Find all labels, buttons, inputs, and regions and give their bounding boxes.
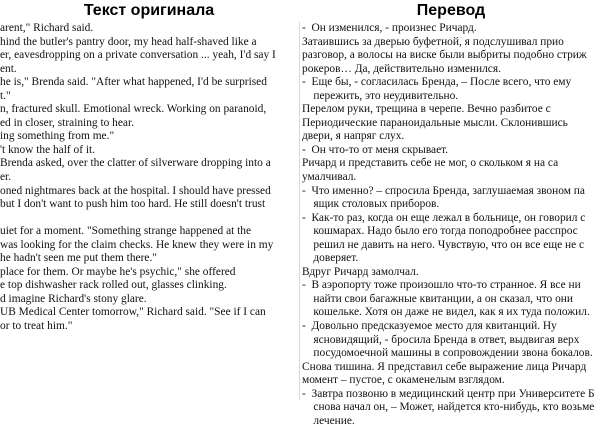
translation-line: разговор, а волосы на виске были выбриты подобно стриж [302, 49, 587, 62]
translation-line: Снова тишина. Я представил себе выражение лица Ричард [302, 360, 587, 373]
translation-line: - Довольно предсказуемое место для квитанций. Ну [302, 320, 557, 333]
translation-line: - Что именно? – спросила Бренда, заглушаемая звоном па [302, 184, 585, 197]
original-line: arent," Richard said. [0, 22, 94, 34]
column-divider [299, 22, 300, 400]
original-line: t." [0, 89, 11, 102]
translation-line: - Как-то раз, когда он еще лежал в больнице, он говорил с [302, 211, 586, 224]
translation-line: двери, я напряг слух. [302, 130, 405, 143]
translation-line: рокеров… Да, действительно изменился. [302, 62, 501, 75]
translation-line: доверяет. [302, 252, 359, 265]
translation-line: - Он что-то от меня скрывает. [302, 143, 449, 156]
translation-line: - Еще бы, - согласилась Бренда, – После всего, что ему [302, 76, 572, 89]
translation-line: - Завтра позвоню в медицинский центр при Университете Б [302, 387, 595, 400]
translation-line: решил не давить на него. Чувствую, что он все еще не с [302, 238, 585, 251]
original-line: Brenda asked, over the clatter of silverware dropping into a [0, 157, 271, 170]
original-line: ing something from me." [0, 130, 115, 143]
translation-line: - В аэропорту тоже произошло что-то странное. Я все ни [302, 279, 581, 292]
original-line: n, fractured skull. Emotional wreck. Working on paranoid, [0, 103, 267, 116]
original-text [0, 22, 298, 334]
translation-line: Перелом руки, трещина в черепе. Вечно разбитое с [302, 103, 551, 116]
translation-line: Периодические параноидальные мысли. Склонившись [302, 116, 568, 129]
original-line: was looking for the claim checks. He knew they were in my [0, 238, 274, 251]
translation-line: пережить, это неудивительно. [302, 89, 459, 102]
original-title: Текст оригинала [83, 2, 215, 19]
original-line: or to treat him." [0, 320, 73, 333]
translation-line: кошмарах. Надо было его тогда поподробнее расспрос [302, 225, 578, 238]
original-line: oned nightmares back at the hospital. I should have pressed [0, 184, 271, 197]
translation-line: кошельке. Хотя он даже не видел, как я их туда положил. [302, 306, 590, 319]
translation-line: Вдруг Ричард замолчал. [302, 265, 419, 278]
translation-column [302, 0, 600, 427]
original-line: e top dishwasher rack rolled out, glasses clinking. [0, 279, 227, 292]
original-line: he hadn't seen me put them there." [0, 252, 157, 265]
original-line: but I don't want to push him too hard. He still doesn't trust [0, 198, 266, 211]
translation-line: - Он изменился, - произнес Ричард. [302, 22, 477, 34]
original-line: er, eavesdropping on a private conversation ... yeah, I'd say I [0, 49, 276, 62]
translation-line: умалчивал. [302, 171, 357, 184]
translation-line: Затаившись за дверью буфетной, я подслушивал прио [302, 35, 564, 48]
original-column [0, 0, 298, 400]
translation-line: найти свои багажные квитанции, а он сказал, что они [302, 292, 573, 305]
translation-line: Ричард и представить себе не мог, о скольком я на са [302, 157, 559, 170]
original-line: he is," Brenda said. "After what happened, I'd be surprised [0, 76, 267, 89]
original-line: UB Medical Center tomorrow," Richard said. "See if I can [0, 306, 266, 319]
original-line: er. [0, 171, 12, 184]
original-line: place for them. Or maybe he's psychic," she offered [0, 265, 236, 278]
original-line [0, 212, 298, 226]
original-line: ent. [0, 62, 17, 75]
translation-line: посудомоечной машины в сопровождении звона бокалов. [302, 347, 593, 360]
translation-line: снова начал он, – Может, найдется кто-нибудь, кто возьме [302, 401, 595, 414]
translation-title: Перевод [416, 2, 486, 19]
original-line: 't know the half of it. [0, 143, 96, 156]
original-line: ed in closer, straining to hear. [0, 116, 134, 129]
original-line: d imagine Richard's stony glare. [0, 292, 147, 305]
translation-line: ящик столовых приборов. [302, 198, 440, 211]
translation-line: лечение. [302, 414, 355, 427]
translation-line: ясновидящий, - бросила Бренда в ответ, выдвигая верх [302, 333, 580, 346]
original-line: hind the butler's pantry door, my head half-shaved like a [0, 35, 257, 48]
original-line: uiet for a moment. "Something strange happened at the [0, 225, 252, 238]
translation-line: момент – пустое, с окаменелым взглядом. [302, 374, 505, 387]
translation-text [302, 22, 600, 428]
